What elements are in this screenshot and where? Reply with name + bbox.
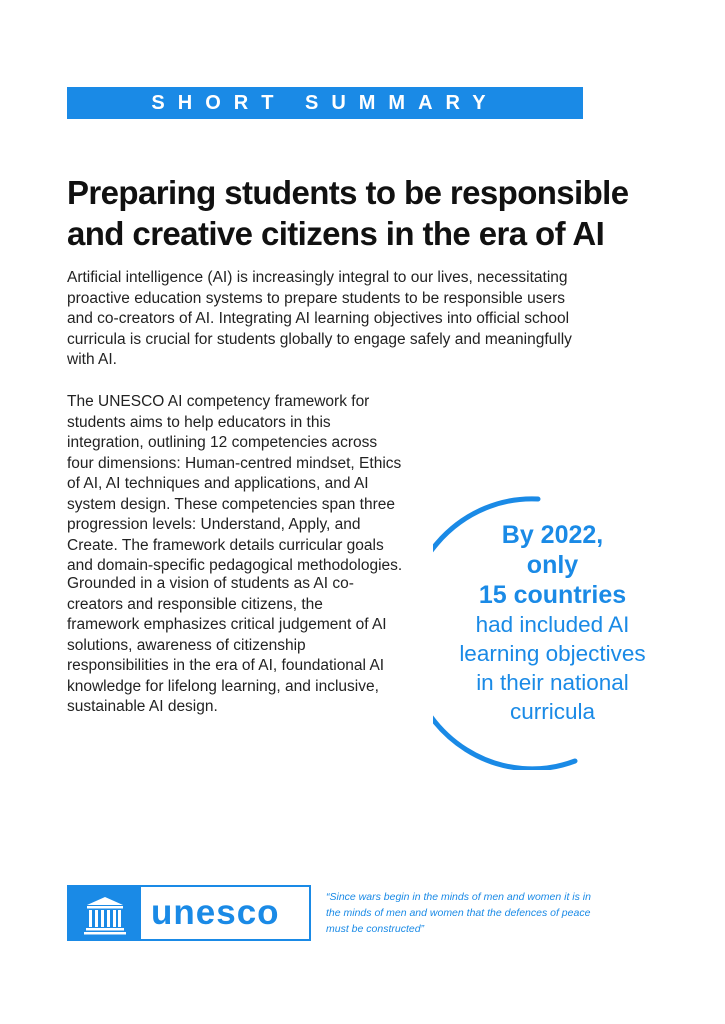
callout-only: only [526, 551, 579, 579]
temple-emblem-icon [69, 887, 141, 939]
vision-paragraph: Grounded in a vision of students as AI co-creators and responsible citizens, the framework emphasizes critical judgement of AI solutions, awareness of citizenship responsibilities in the era of AI, foundational AI knowledge for lifelong learning, and inclusive, sustainable AI design. [67, 575, 387, 715]
callout-text-2: learning objectives [459, 641, 646, 666]
callout-year: By 2022, [501, 521, 604, 549]
intro-paragraph: Artificial intelligence (AI) is increasingly integral to our lives, necessitating proactive education systems to prepare students to be responsible users and co-creators of AI. Integrating AI learning objectives into official school curricula is crucial for students globally to engage safely and meaningfully with AI. [67, 269, 572, 368]
unesco-logo [67, 885, 311, 941]
page-title: Preparing students to be responsible and creative citizens in the era of AI [67, 174, 629, 252]
unesco-motto-quote: “Since wars begin in the minds of men and women it is in the minds of men and women that the defences of peace must be constructed” [326, 891, 591, 935]
banner-label: SHORT SUMMARY [151, 91, 499, 114]
logo-wordmark: unesco [151, 893, 280, 932]
callout-text-1: had included AI [475, 612, 630, 637]
callout-text-3: in their national [476, 670, 629, 695]
callout-statistic [440, 520, 665, 726]
callout-count: 15 countries [478, 581, 627, 609]
callout-text-4: curricula [509, 699, 596, 724]
section-banner [67, 87, 583, 119]
framework-paragraph: The UNESCO AI competency framework for students aims to help educators in this integration, outlining 12 competencies across four dimensions: Human-centred mindset, Ethics of AI, AI techniques and applications, and AI system design. These competencies span three progression levels: Understand, Apply, and Create. The framework details curricular goals and domain-specific pedagogical methodologies. [67, 393, 403, 574]
